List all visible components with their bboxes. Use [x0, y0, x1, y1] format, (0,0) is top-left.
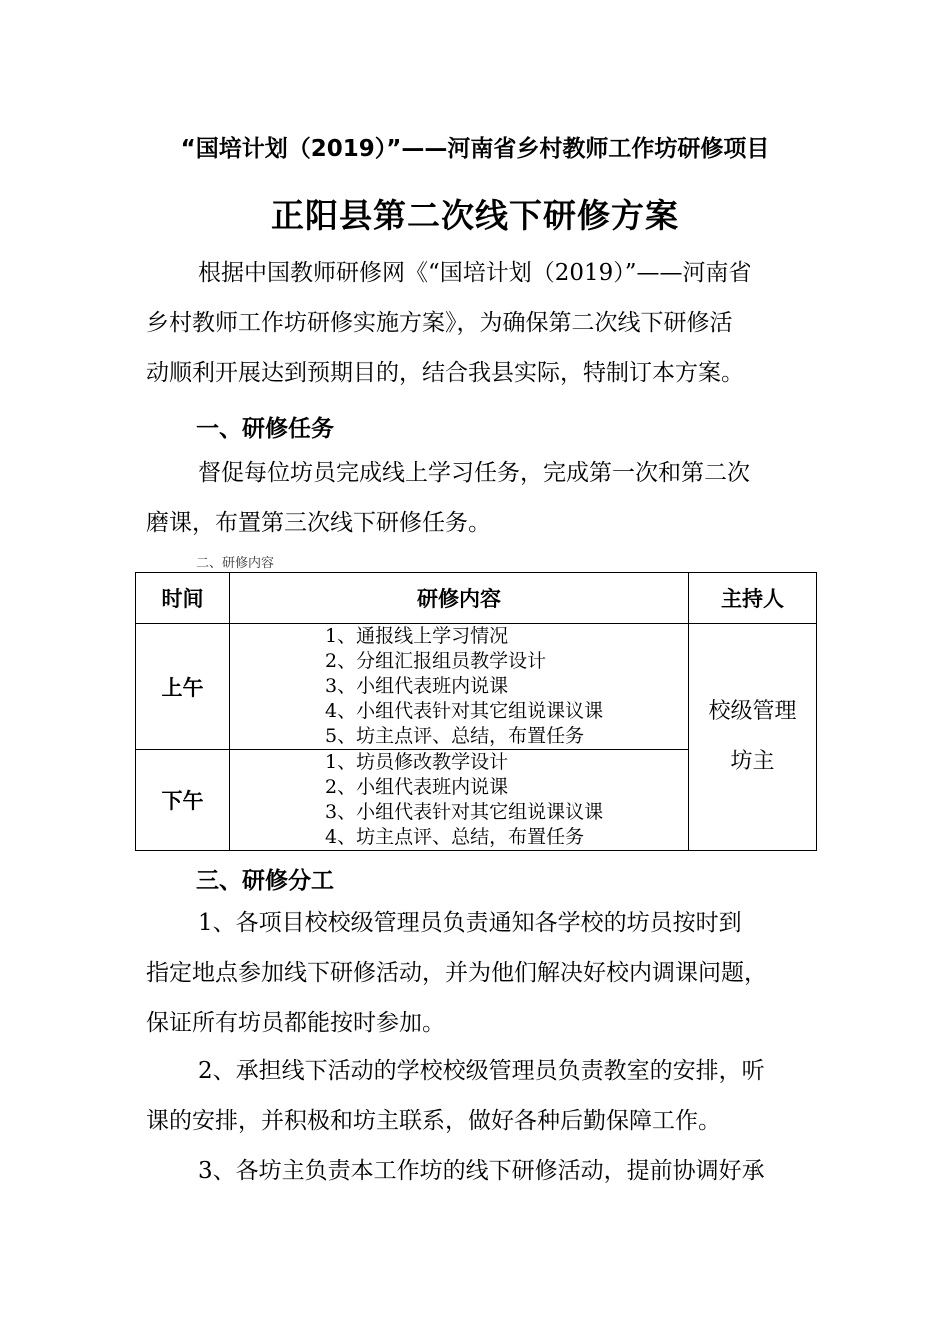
- document-title: 正阳县第二次线下研修方案: [271, 196, 679, 235]
- section3-p2-line-1: 2、承担线下活动的学校校级管理员负责教室的安排，听: [198, 1058, 765, 1084]
- section1-line-2: 磨课，布置第三次线下研修任务。: [146, 510, 491, 536]
- afternoon-item: 1、坊员修改教学设计: [325, 751, 509, 773]
- table-header-row: [136, 573, 817, 624]
- intro-line-3: 动顺利开展达到预期目的，结合我县实际，特制订本方案。: [146, 360, 744, 386]
- header-content: 研修内容: [230, 573, 689, 624]
- section3-p2-line-2: 课的安排，并积极和坊主联系，做好各种后勤保障工作。: [146, 1108, 721, 1134]
- table-row-morning: [136, 624, 817, 750]
- intro-line-2: 乡村教师工作坊研修实施方案》，为确保第二次线下研修活: [146, 310, 733, 336]
- section3-paragraph-2: [146, 1046, 816, 1146]
- document-subtitle: “国培计划（2019）”——河南省乡村教师工作坊研修项目: [180, 136, 770, 162]
- schedule-table: [135, 572, 817, 851]
- morning-item: 2、分组汇报组员教学设计: [325, 650, 547, 672]
- morning-time: 上午: [136, 624, 230, 750]
- intro-line-1: 根据中国教师研修网《“国培计划（2019）”——河南省: [198, 260, 752, 286]
- intro-paragraph: [146, 248, 816, 398]
- section3-paragraph-1: [146, 898, 816, 1048]
- morning-item: 3、小组代表班内说课: [325, 675, 509, 697]
- afternoon-time: 下午: [136, 750, 230, 851]
- afternoon-item: 4、坊主点评、总结，布置任务: [325, 826, 585, 848]
- host-line-1: 校级管理: [708, 699, 797, 724]
- section1-paragraph: [146, 448, 816, 548]
- section1-heading: 一、研修任务: [196, 416, 334, 442]
- section3-heading: 三、研修分工: [196, 868, 334, 894]
- morning-item: 4、小组代表针对其它组说课议课: [325, 700, 604, 722]
- header-host: 主持人: [689, 573, 817, 624]
- section3-p1-line-2: 指定地点参加线下研修活动，并为他们解决好校内调课问题，: [146, 960, 767, 986]
- afternoon-content: [230, 750, 689, 851]
- morning-content: [230, 624, 689, 750]
- afternoon-item: 2、小组代表班内说课: [325, 776, 509, 798]
- afternoon-item: 3、小组代表针对其它组说课议课: [325, 801, 604, 823]
- section1-line-1: 督促每位坊员完成线上学习任务，完成第一次和第二次: [198, 460, 750, 486]
- morning-item: 1、通报线上学习情况: [325, 625, 509, 647]
- morning-item: 5、坊主点评、总结，布置任务: [325, 725, 585, 747]
- section2-label: 二、研修内容: [196, 556, 275, 571]
- header-time: 时间: [136, 573, 230, 624]
- host-cell: [689, 624, 817, 851]
- host-line-2: 坊主: [730, 749, 775, 774]
- section3-p1-line-1: 1、各项目校校级管理员负责通知各学校的坊员按时到: [198, 910, 742, 936]
- section3-p1-line-3: 保证所有坊员都能按时参加。: [146, 1010, 445, 1036]
- section3-p3-line-1: 3、各坊主负责本工作坊的线下研修活动，提前协调好承: [198, 1158, 765, 1184]
- section3-paragraph-3: [146, 1146, 816, 1196]
